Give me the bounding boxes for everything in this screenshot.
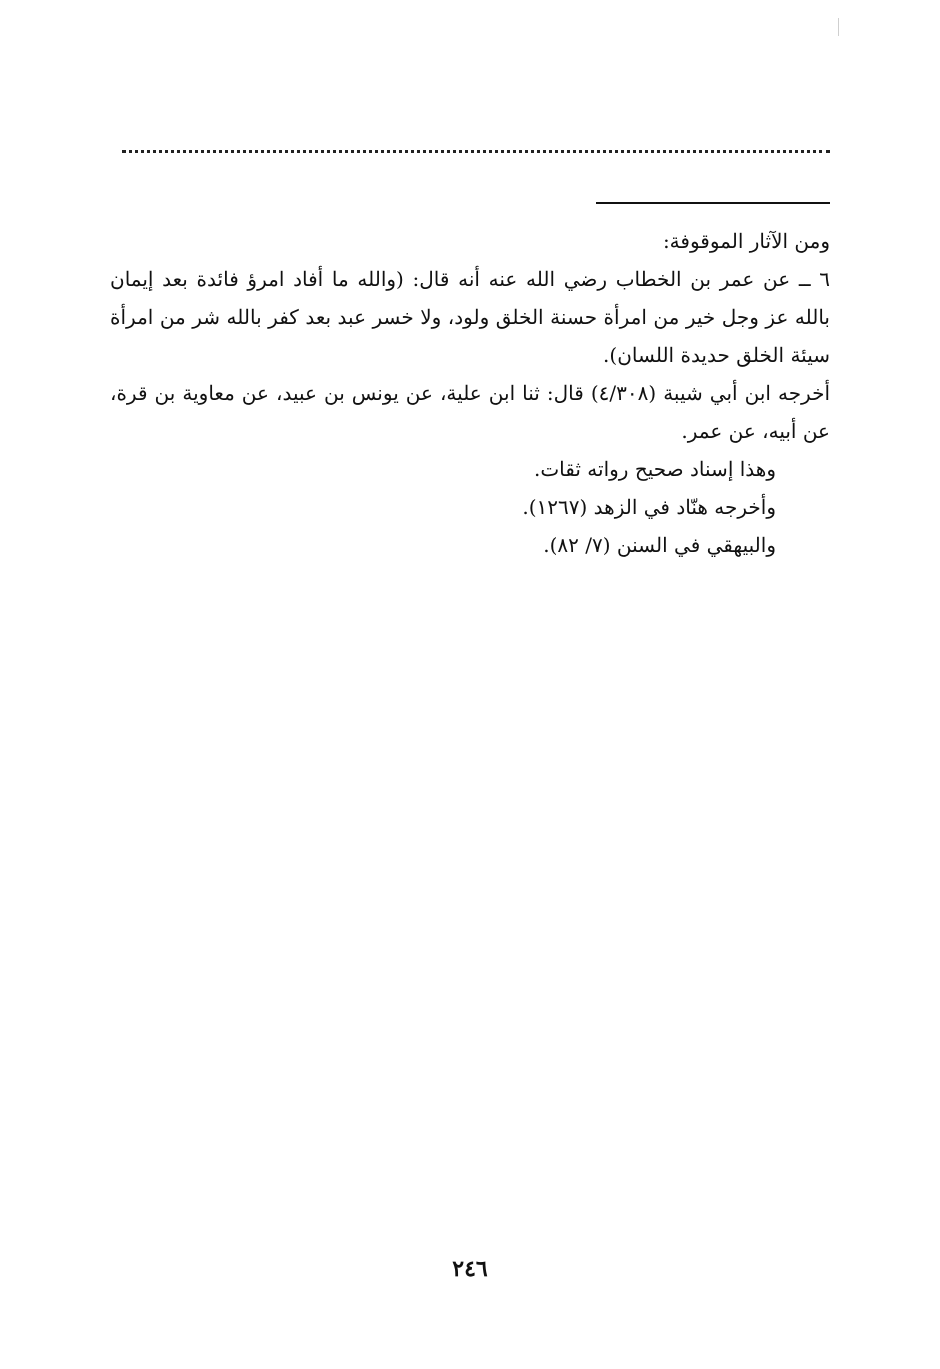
text-block bbox=[110, 222, 830, 564]
section-heading: ومن الآثار الموقوفة: bbox=[662, 229, 830, 253]
athar-paragraph: ٦ ــ عن عمر بن الخطاب رضي الله عنه أنه قال: (والله ما أفاد امرؤ فائدة بعد إيمان بالله عز وجل خير من امرأة حسنة الخلق ولود، ولا خسر عبد بعد كفر بالله شر من امرأة سيئة الخلق حديدة اللسان). bbox=[110, 267, 830, 367]
isnad-note: وهذا إسناد صحيح رواته ثقات. bbox=[533, 457, 776, 481]
dotted-separator bbox=[122, 150, 830, 153]
bayhaqi-reference: والبيهقي في السنن (٧/ ٨٢). bbox=[543, 533, 776, 557]
hannad-reference: وأخرجه هنّاد في الزهد (١٢٦٧). bbox=[522, 495, 776, 519]
takhrij-paragraph: أخرجه ابن أبي شيبة (٤/٣٠٨) قال: ثنا ابن علية، عن يونس بن عبيد، عن معاوية بن قرة، عن أبيه، عن عمر. bbox=[110, 381, 831, 443]
page-number: ٢٤٦ bbox=[452, 1256, 488, 1282]
scan-artifact bbox=[838, 18, 839, 36]
footnote-rule bbox=[596, 202, 830, 204]
